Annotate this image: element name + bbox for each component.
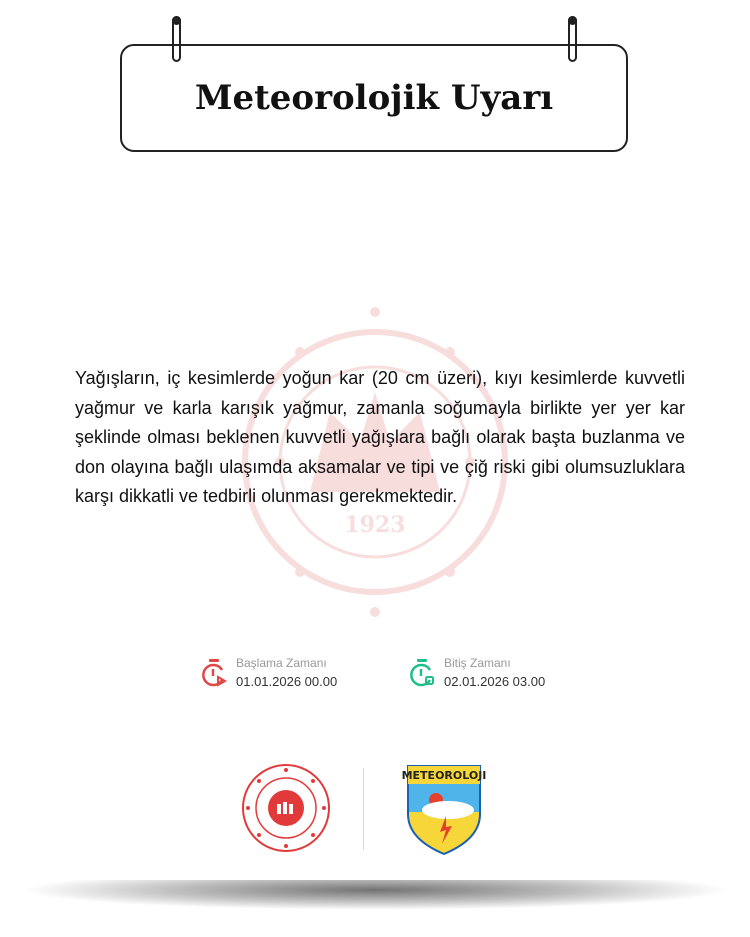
end-label: Bitiş Zamanı [444,656,511,670]
start-label: Başlama Zamanı [236,656,327,670]
warning-message: Yağışların, iç kesimlerde yoğun kar (20 cm üzeri), kıyı kesimlerde kuvvetli yağmur ve karla karışık yağmur, zamanla soğumayla birlikte yer yer kar şeklinde olması beklenen kuvvetli yağışlara bağlı olarak başta buzlanma ve don olayına bağlı ulaşımda aksamalar ve tipi ve çiğ riski gibi olumsuzluklara karşı dikkatli ve tedbirli olunması gerekmektedir. [75,368,685,506]
ministry-seal-logo [240,762,332,854]
svg-text:1923: 1923 [344,512,406,538]
svg-text:METEOROLOJI: METEOROLOJI [401,769,487,782]
end-value: 02.01.2026 03.00 [444,674,546,689]
start-time [200,656,337,689]
start-value: 01.01.2026 00.00 [236,674,338,689]
meteoroloji-shield-logo [401,764,487,856]
end-time [408,656,545,689]
logo-divider [363,768,364,850]
stopwatch-stop-icon [408,658,436,688]
page-title: Meteorolojik Uyarı [194,78,554,118]
title-box [120,44,628,152]
stopwatch-start-icon [200,658,228,688]
